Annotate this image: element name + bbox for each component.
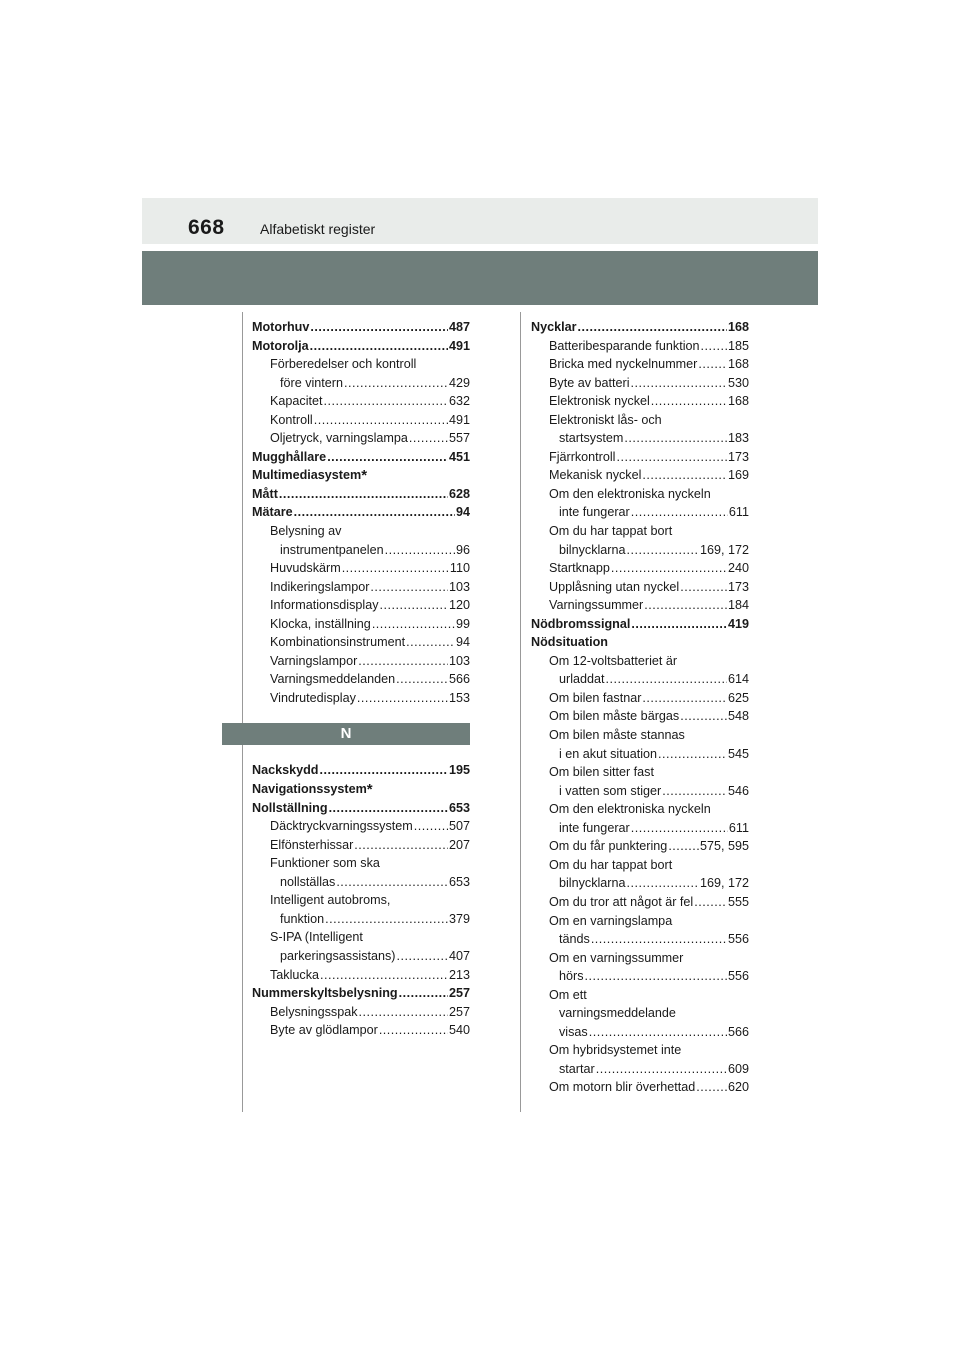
entry-page: 94	[455, 505, 470, 520]
entry-page: 620	[727, 1080, 749, 1095]
index-entry	[531, 837, 749, 856]
entry-text: Huvudskärm	[270, 561, 341, 576]
dot-leader	[696, 1078, 727, 1097]
index-entry	[531, 930, 749, 949]
dot-leader	[385, 541, 455, 560]
entry-text: varningsmeddelande	[559, 1006, 676, 1021]
entry-page: 103	[448, 653, 470, 668]
dot-leader	[624, 429, 727, 448]
index-entry	[531, 466, 749, 485]
dot-leader	[642, 466, 727, 485]
entry-text: Informationsdisplay	[270, 598, 379, 613]
page-header	[142, 198, 818, 244]
index-entry	[531, 318, 749, 337]
entry-page: 168	[727, 394, 749, 409]
dot-leader	[694, 893, 727, 912]
index-entry	[531, 745, 749, 764]
index-entry	[252, 596, 470, 615]
entry-text: tänds	[559, 932, 590, 947]
entry-text: Däcktryckvarningssystem	[270, 819, 413, 834]
entry-text: instrumentpanelen	[280, 542, 384, 557]
dot-leader	[336, 873, 448, 892]
entry-page: 257	[448, 986, 470, 1001]
index-entry	[531, 1004, 749, 1023]
entry-text: Belysning av	[270, 524, 342, 539]
index-entry	[531, 893, 749, 912]
entry-text: S-IPA (Intelligent	[270, 930, 363, 945]
dot-leader	[631, 615, 727, 634]
entry-page: 611	[728, 820, 749, 835]
dot-leader	[616, 448, 727, 467]
index-entry	[531, 726, 749, 745]
index-entry	[531, 1078, 749, 1097]
entry-text: bilnycklarna	[559, 876, 626, 891]
entry-text: startar	[559, 1061, 595, 1076]
entry-text: nollställas	[280, 874, 336, 889]
index-entry	[531, 912, 749, 931]
index-entry	[252, 817, 470, 836]
entry-page: 545	[727, 746, 749, 761]
entry-text: Nödbromssignal	[531, 616, 631, 631]
entry-page: 183	[727, 431, 749, 446]
dot-leader	[631, 819, 728, 838]
entry-page: 614	[727, 672, 749, 687]
entry-text: Klocka, inställning	[270, 616, 371, 631]
entry-text: Byte av batteri	[549, 375, 630, 390]
index-entry	[531, 819, 749, 838]
entry-text: Indikeringslampor	[270, 579, 370, 594]
index-entry	[531, 763, 749, 782]
index-entry	[531, 578, 749, 597]
index-entry	[252, 947, 470, 966]
entry-text: Mekanisk nyckel	[549, 468, 642, 483]
entry-text: funktion	[280, 911, 325, 926]
dot-leader	[320, 966, 448, 985]
index-entry: Multimediasystem *	[252, 467, 368, 485]
dot-leader	[279, 485, 448, 504]
index-entry	[531, 448, 749, 467]
entry-text: Om du tror att något är fel	[549, 894, 694, 909]
entry-text: Om du har tappat bort	[549, 524, 673, 539]
entry-text: Nummerskyltsbelysning	[252, 986, 398, 1001]
dot-leader	[379, 1021, 448, 1040]
entry-text: Elfönsterhissar	[270, 837, 354, 852]
entry-text: inte fungerar	[559, 820, 630, 835]
entry-text: Nollställning	[252, 800, 328, 815]
dot-leader	[611, 559, 727, 578]
entry-page: 379	[448, 911, 470, 926]
entry-page: 566	[448, 672, 470, 687]
dot-leader	[414, 817, 448, 836]
entry-text: Upplåsning utan nyckel	[549, 579, 680, 594]
entry-text: Om bilen fastnar	[549, 690, 642, 705]
entry-text: Om en varningssummer	[549, 950, 684, 965]
index-entry	[252, 541, 470, 560]
entry-page: 653	[448, 874, 470, 889]
dot-leader	[406, 633, 455, 652]
entry-text: Varningssummer	[549, 598, 644, 613]
entry-text: Om bilen måste bärgas	[549, 709, 680, 724]
page-number: 668	[188, 216, 225, 239]
entry-page: 94	[455, 635, 470, 650]
entry-text: Motorhuv	[252, 320, 310, 334]
index-entry	[252, 854, 470, 873]
index-entry	[252, 392, 470, 411]
entry-page: 611	[728, 505, 749, 520]
index-entry	[531, 355, 749, 374]
index-entry	[531, 411, 749, 430]
dot-leader	[310, 337, 448, 356]
dot-leader	[698, 355, 727, 374]
entry-page: 185	[727, 338, 749, 353]
entry-text: Nackskydd	[252, 763, 319, 778]
entry-text: Om 12-voltsbatteriet är	[549, 653, 678, 668]
dot-leader	[342, 559, 449, 578]
index-entry	[531, 652, 749, 671]
index-entry	[531, 707, 749, 726]
index-entry	[252, 652, 470, 671]
entry-page: 168	[727, 357, 749, 372]
dot-leader	[631, 503, 728, 522]
entry-page: 96	[455, 542, 470, 557]
entry-text: Oljetryck, varningslampa	[270, 431, 408, 446]
index-entry	[531, 392, 749, 411]
index-entry	[531, 967, 749, 986]
entry-page: 110	[449, 561, 470, 576]
entry-page: 491	[448, 412, 470, 427]
entry-text: Nycklar	[531, 320, 577, 334]
entry-text: Vindrutedisplay	[270, 690, 356, 705]
entry-page: 451	[448, 449, 470, 464]
dot-leader	[591, 930, 727, 949]
dot-leader	[644, 596, 727, 615]
index-entry	[252, 503, 470, 522]
entry-text: Nödsituation	[531, 635, 608, 650]
index-entry	[252, 1021, 470, 1040]
dot-leader	[344, 374, 448, 393]
entry-text: i vatten som stiger	[559, 783, 662, 798]
section-letter: N	[222, 723, 470, 745]
entry-text: Taklucka	[270, 967, 319, 982]
index-entry	[252, 633, 470, 652]
dot-leader	[357, 689, 448, 708]
entry-text: Byte av glödlampor	[270, 1023, 378, 1038]
entry-text: visas	[559, 1024, 588, 1039]
entry-page: 169, 172	[699, 876, 749, 891]
dot-leader	[589, 1023, 727, 1042]
entry-text: Om hybridsystemet inte	[549, 1043, 682, 1058]
entry-text: Funktioner som ska	[270, 856, 380, 871]
index-entry	[531, 633, 749, 652]
entry-text: Motorolja	[252, 338, 309, 353]
dot-leader	[662, 782, 727, 801]
entry-page: 548	[727, 709, 749, 724]
index-entry	[531, 429, 749, 448]
entry-text: Elektronisk nyckel	[549, 394, 650, 409]
index-entry	[252, 670, 470, 689]
index-entry	[252, 873, 470, 892]
index-entry	[531, 670, 749, 689]
dot-leader	[606, 670, 727, 689]
index-entry	[252, 578, 470, 597]
entry-page: 99	[455, 616, 470, 631]
entry-page: 653	[448, 800, 470, 815]
dot-leader	[324, 392, 448, 411]
entry-text: Om bilen sitter fast	[549, 765, 654, 780]
entry-page: 168	[727, 320, 749, 334]
entry-page: 625	[727, 690, 749, 705]
index-entry	[531, 986, 749, 1005]
index-entry	[252, 374, 470, 393]
dot-leader	[310, 318, 448, 337]
entry-page: 632	[448, 394, 470, 409]
index-entry	[252, 1003, 470, 1022]
entry-page: 491	[448, 338, 470, 353]
entry-text: Intelligent autobroms,	[270, 893, 391, 908]
entry-text: urladdat	[559, 672, 605, 687]
entry-page: 487	[448, 320, 470, 334]
entry-text: Elektroniskt lås- och	[549, 412, 662, 427]
index-entry: Navigationssystem *	[252, 781, 373, 799]
index-entry	[252, 928, 470, 947]
entry-page: 556	[727, 969, 749, 984]
dot-leader	[642, 689, 727, 708]
entry-page: 184	[727, 598, 749, 613]
index-entry	[252, 318, 470, 337]
entry-page: 169	[727, 468, 749, 483]
entry-text: före vintern	[280, 375, 343, 390]
index-entry	[252, 559, 470, 578]
column-divider-left	[242, 312, 243, 1112]
dot-leader	[585, 967, 727, 986]
index-entry	[531, 1023, 749, 1042]
entry-text: Belysningsspak	[270, 1004, 358, 1019]
index-entry	[531, 1041, 749, 1060]
dot-leader	[578, 318, 727, 337]
entry-page: 419	[727, 616, 749, 631]
dot-leader	[329, 799, 448, 818]
dot-leader	[354, 836, 448, 855]
entry-text: inte fungerar	[559, 505, 630, 520]
index-entry	[531, 503, 749, 522]
index-column-right	[531, 318, 749, 1097]
entry-text: Om den elektroniska nyckeln	[549, 486, 711, 501]
index-entry	[252, 337, 470, 356]
index-entry	[252, 689, 470, 708]
entry-page: 557	[448, 431, 470, 446]
entry-page: 530	[727, 375, 749, 390]
index-entry	[531, 615, 749, 634]
index-entry	[252, 984, 470, 1003]
entry-text: parkeringsassistans)	[280, 948, 396, 963]
dot-leader	[627, 541, 699, 560]
entry-text: Kapacitet	[270, 394, 323, 409]
index-entry	[252, 429, 470, 448]
dot-leader	[596, 1060, 727, 1079]
index-entry	[531, 1060, 749, 1079]
index-entry	[252, 485, 470, 504]
entry-page: 628	[448, 486, 470, 501]
entry-page: 407	[448, 948, 470, 963]
dot-leader	[372, 615, 455, 634]
dot-leader	[658, 745, 727, 764]
dot-leader	[380, 596, 448, 615]
entry-text: Mätare	[252, 505, 293, 520]
entry-page: 556	[727, 932, 749, 947]
index-entry	[531, 949, 749, 968]
dot-leader	[680, 578, 727, 597]
dot-leader	[668, 837, 699, 856]
index-column-left	[252, 318, 470, 1040]
dot-leader	[409, 429, 448, 448]
entry-page: 213	[448, 967, 470, 982]
entry-text: startsystem	[559, 431, 624, 446]
entry-text: Om den elektroniska nyckeln	[549, 802, 711, 817]
entry-text: Om motorn blir överhettad	[549, 1080, 696, 1095]
entry-text: Mugghållare	[252, 449, 327, 464]
dot-leader	[651, 392, 727, 411]
entry-text: Navigationssystem	[252, 782, 367, 797]
dot-leader	[294, 503, 455, 522]
entry-page: 546	[727, 783, 749, 798]
entry-page: 173	[727, 579, 749, 594]
page-title: Alfabetiskt register	[260, 221, 376, 237]
index-entry	[252, 355, 470, 374]
entry-text: Om en varningslampa	[549, 913, 673, 928]
entry-page: 103	[448, 579, 470, 594]
dot-leader	[370, 578, 448, 597]
entry-text: Varningsmeddelanden	[270, 672, 396, 687]
index-entry	[252, 761, 470, 780]
entry-text: Förberedelser och kontroll	[270, 357, 417, 372]
index-entry	[252, 799, 470, 818]
entry-page: 207	[448, 837, 470, 852]
entry-page: 575, 595	[699, 839, 749, 854]
dot-leader	[701, 337, 727, 356]
index-entry	[252, 411, 470, 430]
entry-text: hörs	[559, 969, 584, 984]
entry-text: Om du får punktering	[549, 839, 668, 854]
entry-page: 609	[727, 1061, 749, 1076]
index-entry	[531, 337, 749, 356]
entry-page: 153	[448, 690, 470, 705]
entry-page: 540	[448, 1023, 470, 1038]
dot-leader	[325, 910, 448, 929]
index-entry	[252, 522, 470, 541]
entry-text: i en akut situation	[559, 746, 658, 761]
entry-page: 257	[448, 1004, 470, 1019]
index-entry	[531, 541, 749, 560]
dot-leader	[327, 448, 448, 467]
index-entry	[252, 448, 470, 467]
dot-leader	[397, 947, 448, 966]
header-band	[142, 251, 818, 305]
dot-leader	[320, 761, 448, 780]
index-entry	[252, 615, 470, 634]
index-entry	[531, 559, 749, 578]
index-entry	[531, 596, 749, 615]
entry-page: 566	[727, 1024, 749, 1039]
entry-text: Batteribesparande funktion	[549, 338, 700, 353]
entry-text: Om ett	[549, 987, 587, 1002]
index-entry	[252, 966, 470, 985]
entry-page: 169, 172	[699, 542, 749, 557]
index-entry	[531, 874, 749, 893]
index-entry	[531, 689, 749, 708]
entry-text: Startknapp	[549, 561, 610, 576]
entry-text: Kombinationsinstrument	[270, 635, 406, 650]
index-entry	[252, 910, 470, 929]
entry-text: Fjärrkontroll	[549, 449, 616, 464]
entry-text: Kontroll	[270, 412, 313, 427]
index-entry	[531, 782, 749, 801]
entry-text: Multimediasystem	[252, 468, 362, 483]
entry-text: bilnycklarna	[559, 542, 626, 557]
index-entry	[531, 856, 749, 875]
index-entry	[531, 800, 749, 819]
index-entry	[252, 891, 470, 910]
column-divider-right	[520, 312, 521, 1112]
entry-text: Om bilen måste stannas	[549, 728, 685, 743]
dot-leader	[680, 707, 727, 726]
entry-page: 195	[448, 763, 470, 778]
dot-leader	[399, 984, 448, 1003]
index-entry	[252, 836, 470, 855]
dot-leader	[627, 874, 699, 893]
entry-text: Bricka med nyckelnummer	[549, 357, 698, 372]
entry-page: 507	[448, 819, 470, 834]
entry-text: Varningslampor	[270, 653, 358, 668]
entry-page: 429	[448, 375, 470, 390]
dot-leader	[359, 1003, 448, 1022]
index-entry	[531, 485, 749, 504]
entry-page: 173	[727, 449, 749, 464]
dot-leader	[314, 411, 448, 430]
dot-leader	[358, 652, 448, 671]
entry-page: 120	[448, 598, 470, 613]
entry-page: 555	[727, 894, 749, 909]
index-entry	[531, 522, 749, 541]
entry-text: Mått	[252, 486, 278, 501]
entry-page: 240	[727, 561, 749, 576]
dot-leader	[631, 374, 727, 393]
entry-text: Om du har tappat bort	[549, 857, 673, 872]
index-entry	[531, 374, 749, 393]
dot-leader	[396, 670, 448, 689]
